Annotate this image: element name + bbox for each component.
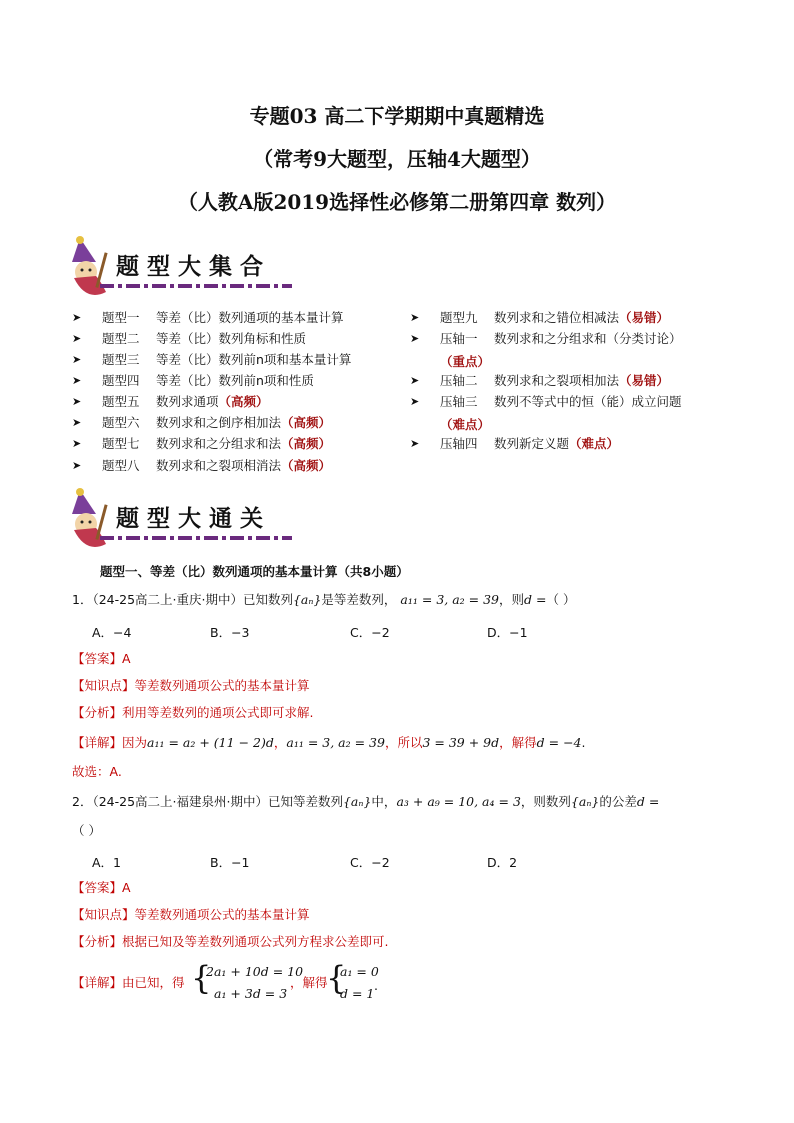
toc-text: 数列求和之分组求和（分类讨论）	[494, 331, 682, 346]
detail-text: 因为	[122, 735, 148, 750]
arrow-icon: ➤	[410, 374, 420, 387]
analysis-label: 【分析】	[72, 705, 123, 720]
toc-label: 题型七	[102, 436, 140, 451]
banner-pass	[66, 484, 296, 554]
toc-text: 数列求和之错位相减法	[494, 310, 620, 325]
toc-tag: （易错）	[619, 310, 670, 325]
answer-value: A	[122, 880, 131, 895]
toc-tag: （难点）	[569, 436, 620, 451]
choice-a[interactable]: A．−4	[92, 625, 132, 640]
arrow-icon: ➤	[72, 353, 82, 366]
q2-ask: d =	[636, 794, 660, 809]
system1-line1: 2a₁ + 10d = 10	[206, 964, 304, 979]
toc-text: 数列新定义题	[494, 436, 570, 451]
q1-text: 1．（24-25高二上·重庆·期中）已知数列	[72, 592, 293, 607]
kp-label: 【知识点】	[72, 907, 135, 922]
toc-tag: （高频）	[281, 436, 332, 451]
toc-label: 题型四	[102, 373, 140, 388]
q2-detail-intro	[72, 975, 185, 991]
arrow-icon: ➤	[410, 437, 420, 450]
toc-label: 题型一	[102, 310, 140, 325]
banner-divider	[100, 284, 292, 288]
banner-pass-text: 题型大通关	[116, 505, 271, 532]
detail-label: 【详解】	[72, 735, 123, 750]
toc-text: 等差（比）数列通项的基本量计算	[156, 310, 344, 325]
q1-text: ，则	[499, 592, 525, 607]
toc-tag: （高频）	[281, 458, 332, 473]
choice-d[interactable]: D．2	[487, 855, 518, 870]
arrow-icon: ➤	[72, 332, 82, 345]
detail-text: ，所以	[384, 735, 423, 750]
toc-text: 数列求和之裂项相消法	[156, 458, 282, 473]
toc-tag-continued: （难点）	[440, 417, 491, 432]
arrow-icon: ➤	[410, 395, 420, 408]
doc-subtitle-2: （人教A版2019选择性必修第二册第四章 数列）	[177, 190, 617, 214]
toc-label: 题型六	[102, 415, 140, 430]
toc-tag: （高频）	[218, 394, 269, 409]
toc-tag: （易错）	[619, 373, 670, 388]
q2-analysis	[72, 934, 389, 950]
q2-answer	[72, 880, 131, 896]
toc-label: 题型八	[102, 458, 140, 473]
section-heading: 题型一、等差（比）数列通项的基本量计算（共8小题）	[100, 564, 409, 579]
toc-label: 压轴四	[440, 436, 478, 451]
arrow-icon: ➤	[72, 459, 82, 472]
toc-label: 题型九	[440, 310, 478, 325]
arrow-icon: ➤	[410, 332, 420, 345]
arrow-icon: ➤	[410, 311, 420, 324]
toc-tag: （高频）	[281, 415, 332, 430]
detail-formula: 3 = 39 + 9d	[422, 735, 500, 750]
detail-formula: d = −4	[536, 735, 582, 750]
q1-text: 是等差数列，	[321, 592, 397, 607]
q2-seq: {aₙ}	[342, 794, 372, 809]
q1-knowledge-point	[72, 678, 310, 694]
toc-label: 压轴二	[440, 373, 478, 388]
q2-text: 中，	[371, 794, 397, 809]
toc-text: 数列求和之分组求和法	[156, 436, 282, 451]
banner-collection	[66, 232, 296, 302]
q1-final: 故选：A.	[72, 764, 122, 779]
q2-text: ，则数列	[520, 794, 571, 809]
q1-answer	[72, 651, 131, 667]
wizard-mascot-icon	[66, 232, 114, 298]
detail-formula: a₁₁ = 3, a₂ = 39	[286, 735, 385, 750]
doc-title: 专题03 高二下学期期中真题精选	[249, 104, 545, 128]
q2-text: 2．（24-25高二上·福建泉州·期中）已知等差数列	[72, 794, 343, 809]
question-1-stem	[72, 592, 575, 608]
doc-subtitle: （常考9大题型，压轴4大题型）	[253, 147, 541, 171]
toc-text: 等差（比）数列角标和性质	[156, 331, 307, 346]
choice-b[interactable]: B．−3	[210, 625, 250, 640]
system2-line1: a₁ = 0	[340, 964, 379, 979]
arrow-icon: ➤	[72, 311, 82, 324]
toc-text: 等差（比）数列前n项和性质	[156, 373, 314, 388]
detail-text: ，	[273, 735, 287, 750]
q2-paren: （ ）	[72, 823, 101, 838]
analysis-label: 【分析】	[72, 934, 123, 949]
detail-label: 【详解】	[72, 975, 123, 990]
q2-text: 的公差	[599, 794, 637, 809]
arrow-icon: ➤	[72, 416, 82, 429]
toc-label: 题型五	[102, 394, 140, 409]
kp-text: 等差数列通项公式的基本量计算	[134, 678, 310, 693]
banner-collection-text: 题型大集合	[116, 253, 271, 280]
toc-tag-continued: （重点）	[440, 354, 491, 369]
detail-text: .	[581, 735, 586, 750]
toc-text: 数列求和之裂项相加法	[494, 373, 620, 388]
choice-c[interactable]: C．−2	[350, 625, 390, 640]
question-2-stem	[72, 794, 659, 810]
toc-label: 题型三	[102, 352, 140, 367]
q1-detail	[72, 735, 586, 751]
arrow-icon: ➤	[72, 437, 82, 450]
detail-text: ，解得	[499, 735, 537, 750]
toc-label: 题型二	[102, 331, 140, 346]
detail-text: 由已知，得	[122, 975, 185, 990]
choice-a[interactable]: A．1	[92, 855, 122, 870]
left-brace-icon: {	[191, 959, 212, 997]
toc-label: 压轴三	[440, 394, 478, 409]
toc-text: 数列不等式中的恒（能）成立问题	[494, 394, 682, 409]
system1-line2: a₁ + 3d = 3	[214, 986, 288, 1001]
answer-label: 【答案】	[72, 651, 123, 666]
q2-detail-end: .	[374, 978, 378, 993]
kp-label: 【知识点】	[72, 678, 135, 693]
analysis-text: 根据已知及等差数列通项公式列方程求公差即可.	[122, 934, 389, 949]
q1-analysis	[72, 705, 314, 721]
answer-value: A	[122, 651, 131, 666]
detail-formula: a₁₁ = a₂ + (11 − 2)d	[147, 735, 274, 750]
banner-divider	[100, 536, 292, 540]
choice-b[interactable]: B．−1	[210, 855, 250, 870]
q1-condition: a₁₁ = 3, a₂ = 39	[400, 592, 500, 607]
arrow-icon: ➤	[72, 395, 82, 408]
q2-detail-mid: ，解得	[290, 975, 328, 990]
q1-paren: （ ）	[546, 592, 576, 607]
left-brace-icon: {	[326, 959, 347, 997]
q2-condition: a₃ + a₉ = 10, a₄ = 3	[396, 794, 521, 809]
system2-line2: d = 1	[340, 986, 375, 1001]
q2-knowledge-point	[72, 907, 310, 923]
arrow-icon: ➤	[72, 374, 82, 387]
toc-text: 等差（比）数列前n项和基本量计算	[156, 352, 352, 367]
q1-seq: {aₙ}	[292, 592, 322, 607]
toc-text: 数列求和之倒序相加法	[156, 415, 282, 430]
toc-label: 压轴一	[440, 331, 478, 346]
q2-seq: {aₙ}	[570, 794, 600, 809]
answer-label: 【答案】	[72, 880, 123, 895]
analysis-text: 利用等差数列的通项公式即可求解.	[122, 705, 314, 720]
wizard-mascot-icon	[66, 484, 114, 550]
choice-c[interactable]: C．−2	[350, 855, 390, 870]
choice-d[interactable]: D．−1	[487, 625, 528, 640]
kp-text: 等差数列通项公式的基本量计算	[134, 907, 310, 922]
q1-ask: d =	[524, 592, 547, 607]
toc-text: 数列求通项	[156, 394, 219, 409]
